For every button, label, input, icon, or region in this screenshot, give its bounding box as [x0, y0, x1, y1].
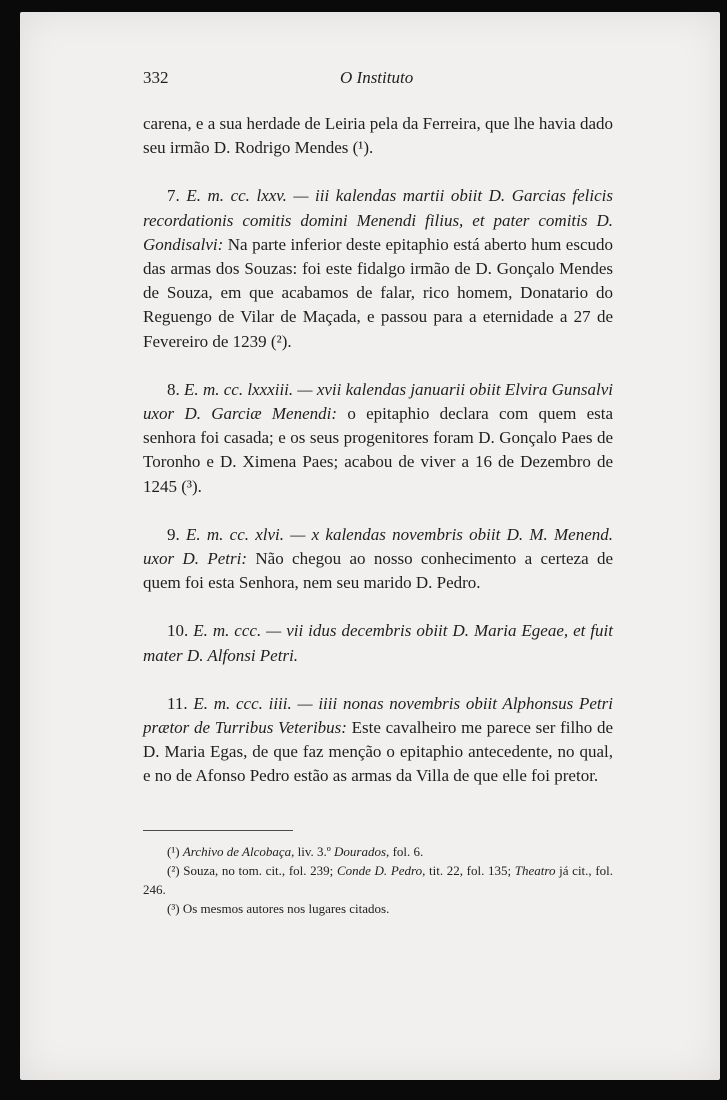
commentary: o epitaphio declara com quem esta senhora foi casada; e os seus progenitores foram D. Gonçalo Paes de Toronho e D. Ximena Paes; acabou de viver a 16 de Dezembro de 1245 (³). [143, 404, 613, 496]
footnotes [143, 842, 613, 918]
footnote-1: (¹) Archivo de Alcobaça, liv. 3.º Dourados, fol. 6. [167, 844, 424, 859]
page-number: 332 [143, 68, 169, 87]
item-label: 9. [167, 524, 180, 544]
commentary: Não chegou ao nosso conhecimento a certeza de quem foi esta Senhora, nem seu marido D. Pedro. [143, 549, 614, 593]
paragraph-item-10 [143, 619, 613, 667]
paragraph-item-11 [143, 692, 613, 789]
item-label: 8. [167, 379, 180, 399]
paragraph-item-9 [143, 523, 613, 596]
running-title: O Instituto [340, 68, 414, 87]
commentary: Na parte inferior deste epitaphio está aberto hum escudo das armas dos Souzas: foi este fidalgo irmão de D. Gonçalo Mendes de Souza, em que acabamos de falar, rico homem, Donatario do Reguengo de Vilar de Maçada, e passou para a eternidade a 27 de Fevereiro de 1239 (²). [143, 234, 614, 351]
item-label: 10. [167, 621, 189, 641]
item-label: 7. [167, 186, 180, 206]
epitaph-latin: E. m. ccc. — vii idus decembris obiit D. Maria Egeae, et fuit mater D. Alfonsi Petri. [143, 621, 613, 665]
item-label: 11. [167, 693, 188, 713]
body-text [143, 112, 613, 789]
paragraph-item-7 [143, 184, 613, 353]
footnote-2: (²) Souza, no tom. cit., fol. 239; Conde D. Pedro, tit. 22, fol. 135; Theatro já cit., fol. 246. [143, 863, 614, 897]
commentary: Este cavalheiro me parece ser filho de D. Maria Egas, de que faz menção o epitaphio antecedente, no qual, e no de Afonso Pedro estão as armas da Villa de que elle foi pretor. [143, 718, 613, 786]
footnote-3: (³) Os mesmos autores nos lugares citados. [167, 901, 390, 916]
epitaph-latin: E. m. ccc. iiii. — iiii nonas novembris obiit Alphonsus Petri prætor de Turribus Veteribus: [143, 693, 613, 738]
epitaph-latin: E. m. cc. xlvi. — x kalendas novembris obiit D. M. Menend. uxor D. Petri: [143, 524, 614, 569]
paragraph-item-8 [143, 378, 613, 499]
epitaph-latin: E. m. cc. lxxxiii. — xvii kalendas januarii obiit Elvira Gunsalvi uxor D. Garciæ Menendi: [143, 379, 613, 424]
epitaph-latin: E. m. cc. lxxv. — iii kalendas martii obiit D. Garcias felicis recordationis comitis domini Menendi filius, et pater comitis D. Gondisalvi: [143, 186, 613, 254]
page-header [143, 68, 623, 96]
footnote-rule [143, 830, 293, 831]
paragraph-continuation: carena, e a sua herdade de Leiria pela da Ferreira, que lhe havia dado seu irmão D. Rodrigo Mendes (¹). [143, 114, 613, 158]
